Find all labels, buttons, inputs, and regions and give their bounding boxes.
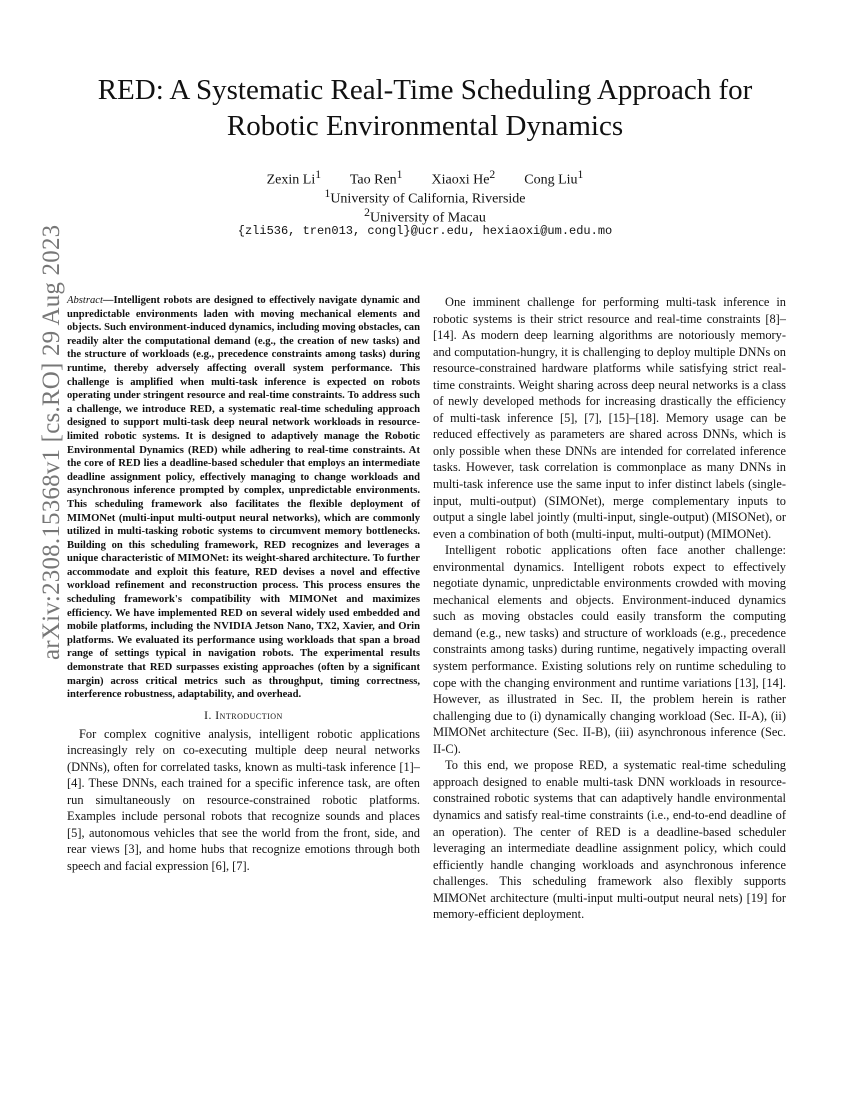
abstract-label: Abstract — [67, 295, 103, 306]
left-column — [67, 294, 420, 874]
intro-paragraph: For complex cognitive analysis, intelligent robotic applications increasingly rely on co-executing multiple deep neural networks (DNNs), often for correlated tasks, known as multi-task inference [1]–[4]. These DNNs, each trained for a specific inference task, are often run simultaneously on resource-constrained robotic platforms. Examples include personal robots that recognize sounds and places [5], autonomous vehicles that see the world from the front, side, and rear views [3], and home hubs that recognize emotions through both speech and facial expression [6], [7]. — [67, 726, 420, 873]
abstract-text: —Intelligent robots are designed to effectively navigate dynamic and unpredictable environments laden with moving mechanical elements and objects. Such environment-induced dynamics, including moving obstacles, can readily alter the computational demand (e.g., the creation of new tasks) and the structure of workloads (e.g., precedence constraints among tasks) during runtime, thereby adversely affecting overall system performance. This challenge is amplified when multi-task inference is expected on robots operating under stringent resource and real-time constraints. To address such a challenge, we introduce RED, a systematic real-time scheduling approach designed to support multi-task deep neural network workloads in resource-limited robotic systems. It is designed to adaptively manage the Robotic Environmental Dynamics (RED) while adhering to real-time constraints. At the core of RED lies a deadline-based scheduler that employs an intermediate deadline assignment policy, effectively managing to change workloads and asynchronous inference prompted by complex, unpredictable environments. This scheduling framework also facilitates the flexible deployment of MIMONet (multi-input multi-output neural networks), which are commonly utilized in multi-tasking robotic systems to circumvent memory bottlenecks. Building on this scheduling framework, RED recognizes and leverages a unique characteristic of MIMONet: its weight-shared architecture. To further accommodate and exploit this feature, RED devises a novel and effective workload refinement and reconstruction process. This process ensures the scheduling framework's compatibility with MIMONet and maximizes efficiency. We have implemented RED on several widely used embedded and mobile platforms, including the NVIDIA Jetson Nano, TX2, Xavier, and Orin platforms. We evaluated its performance using workloads that span a broad range of settings typical in navigation robots. The experimental results demonstrate that RED surpasses existing approaches (often by a significant margin) across critical metrics such as throughput, timing correctness, interference robustness, adaptability, and overhead. — [67, 295, 420, 701]
section-heading — [67, 710, 420, 722]
affil-mark: 1 — [324, 187, 331, 200]
author-name: Cong Liu — [524, 172, 578, 188]
author-affil-mark: 1 — [315, 168, 322, 181]
author-name: Tao Ren — [349, 172, 397, 188]
affil-name: University of Macau — [369, 210, 486, 226]
body-paragraph: One imminent challenge for performing multi-task inference in robotic systems is their strict resource and real-time constraints [8]–[14]. As modern deep learning algorithms are notoriously memory- and computation-hungry, it is challenging to deploy multiple DNNs on resource-constrained hardware platforms while satisfying strict real-time constraints. Weight sharing across deep neural networks is a class of newly developed methods for increasing drastically the efficiency of multi-task inference [5], [7], [15]–[18]. Memory usage can be reduced effectively as parameters are shared across DNNs, which is only possible when these DNNs are intended for correlated inference tasks. However, task correlation is commonplace as many DNNs in multi-task inference use the same input to infer distinct labels (single-input, multi-output) (SIMONet), merge complementary inputs to output a single label jointly (multi-input, single-output) (MISONet), or even a combination of both (multi-input, multi-output) (MIMONet). — [433, 295, 786, 541]
author-name: Zexin Li — [266, 172, 316, 188]
affil-name: University of California, Riverside — [330, 191, 526, 207]
section-number: I. — [204, 709, 216, 722]
section-title: Introduction — [215, 709, 283, 722]
arxiv-id: arXiv:2308.15368v1 [cs.RO] 29 Aug 2023 — [38, 224, 65, 660]
right-column — [433, 294, 786, 923]
author-affil-mark: 2 — [489, 168, 496, 181]
paper-title: RED: A Systematic Real-Time Scheduling Approach for Robotic Environmental Dynamics — [97, 74, 753, 142]
body-paragraph: To this end, we propose RED, a systematic real-time scheduling approach designed to enable multi-task DNN workloads in resource-constrained robotic systems that can adaptively handle environmental dynamics and satisfy real-time constraints (i.e., end-to-end deadline of an operation). The center of RED is a deadline-based scheduler leveraging an intermediate deadline assignment policy, which could efficiently handle changing workloads and asynchronous inference challenges. This scheduling framework also flexibly supports MIMONet architecture (multi-input multi-output neural nets) [19] for memory-efficient deployment. — [433, 758, 786, 922]
author-emails: {zli536, tren013, congl}@ucr.edu, hexiaoxi@um.edu.mo — [237, 224, 613, 238]
author-affil-mark: 1 — [577, 168, 584, 181]
body-paragraph: Intelligent robotic applications often face another challenge: environmental dynamics. Intelligent robots expect to effectively negotiate dynamic, unpredictable environments crowded with moving mechanical elements and objects. Environment-induced dynamics such as moving obstacles could easily transform the computing demand (e.g., new tasks) and structure of workloads (e.g., precedence constraints among tasks) during runtime, negatively impacting overall system performance. Existing solutions rely on runtime scheduling to cope with the changing environment and runtime variations [13], [14]. However, as illustrated in Sec. II, the problem herein is rather challenging due to (i) dynamically changing workload (Sec. II-A), (ii) MIMONet architecture (Sec. II-B), (iii) asynchronous inference (Sec. II-C). — [433, 543, 786, 756]
author-affil-mark: 1 — [396, 168, 403, 181]
abstract — [67, 294, 420, 702]
affil-mark: 2 — [364, 206, 370, 219]
author-name: Xiaoxi He — [431, 172, 490, 188]
